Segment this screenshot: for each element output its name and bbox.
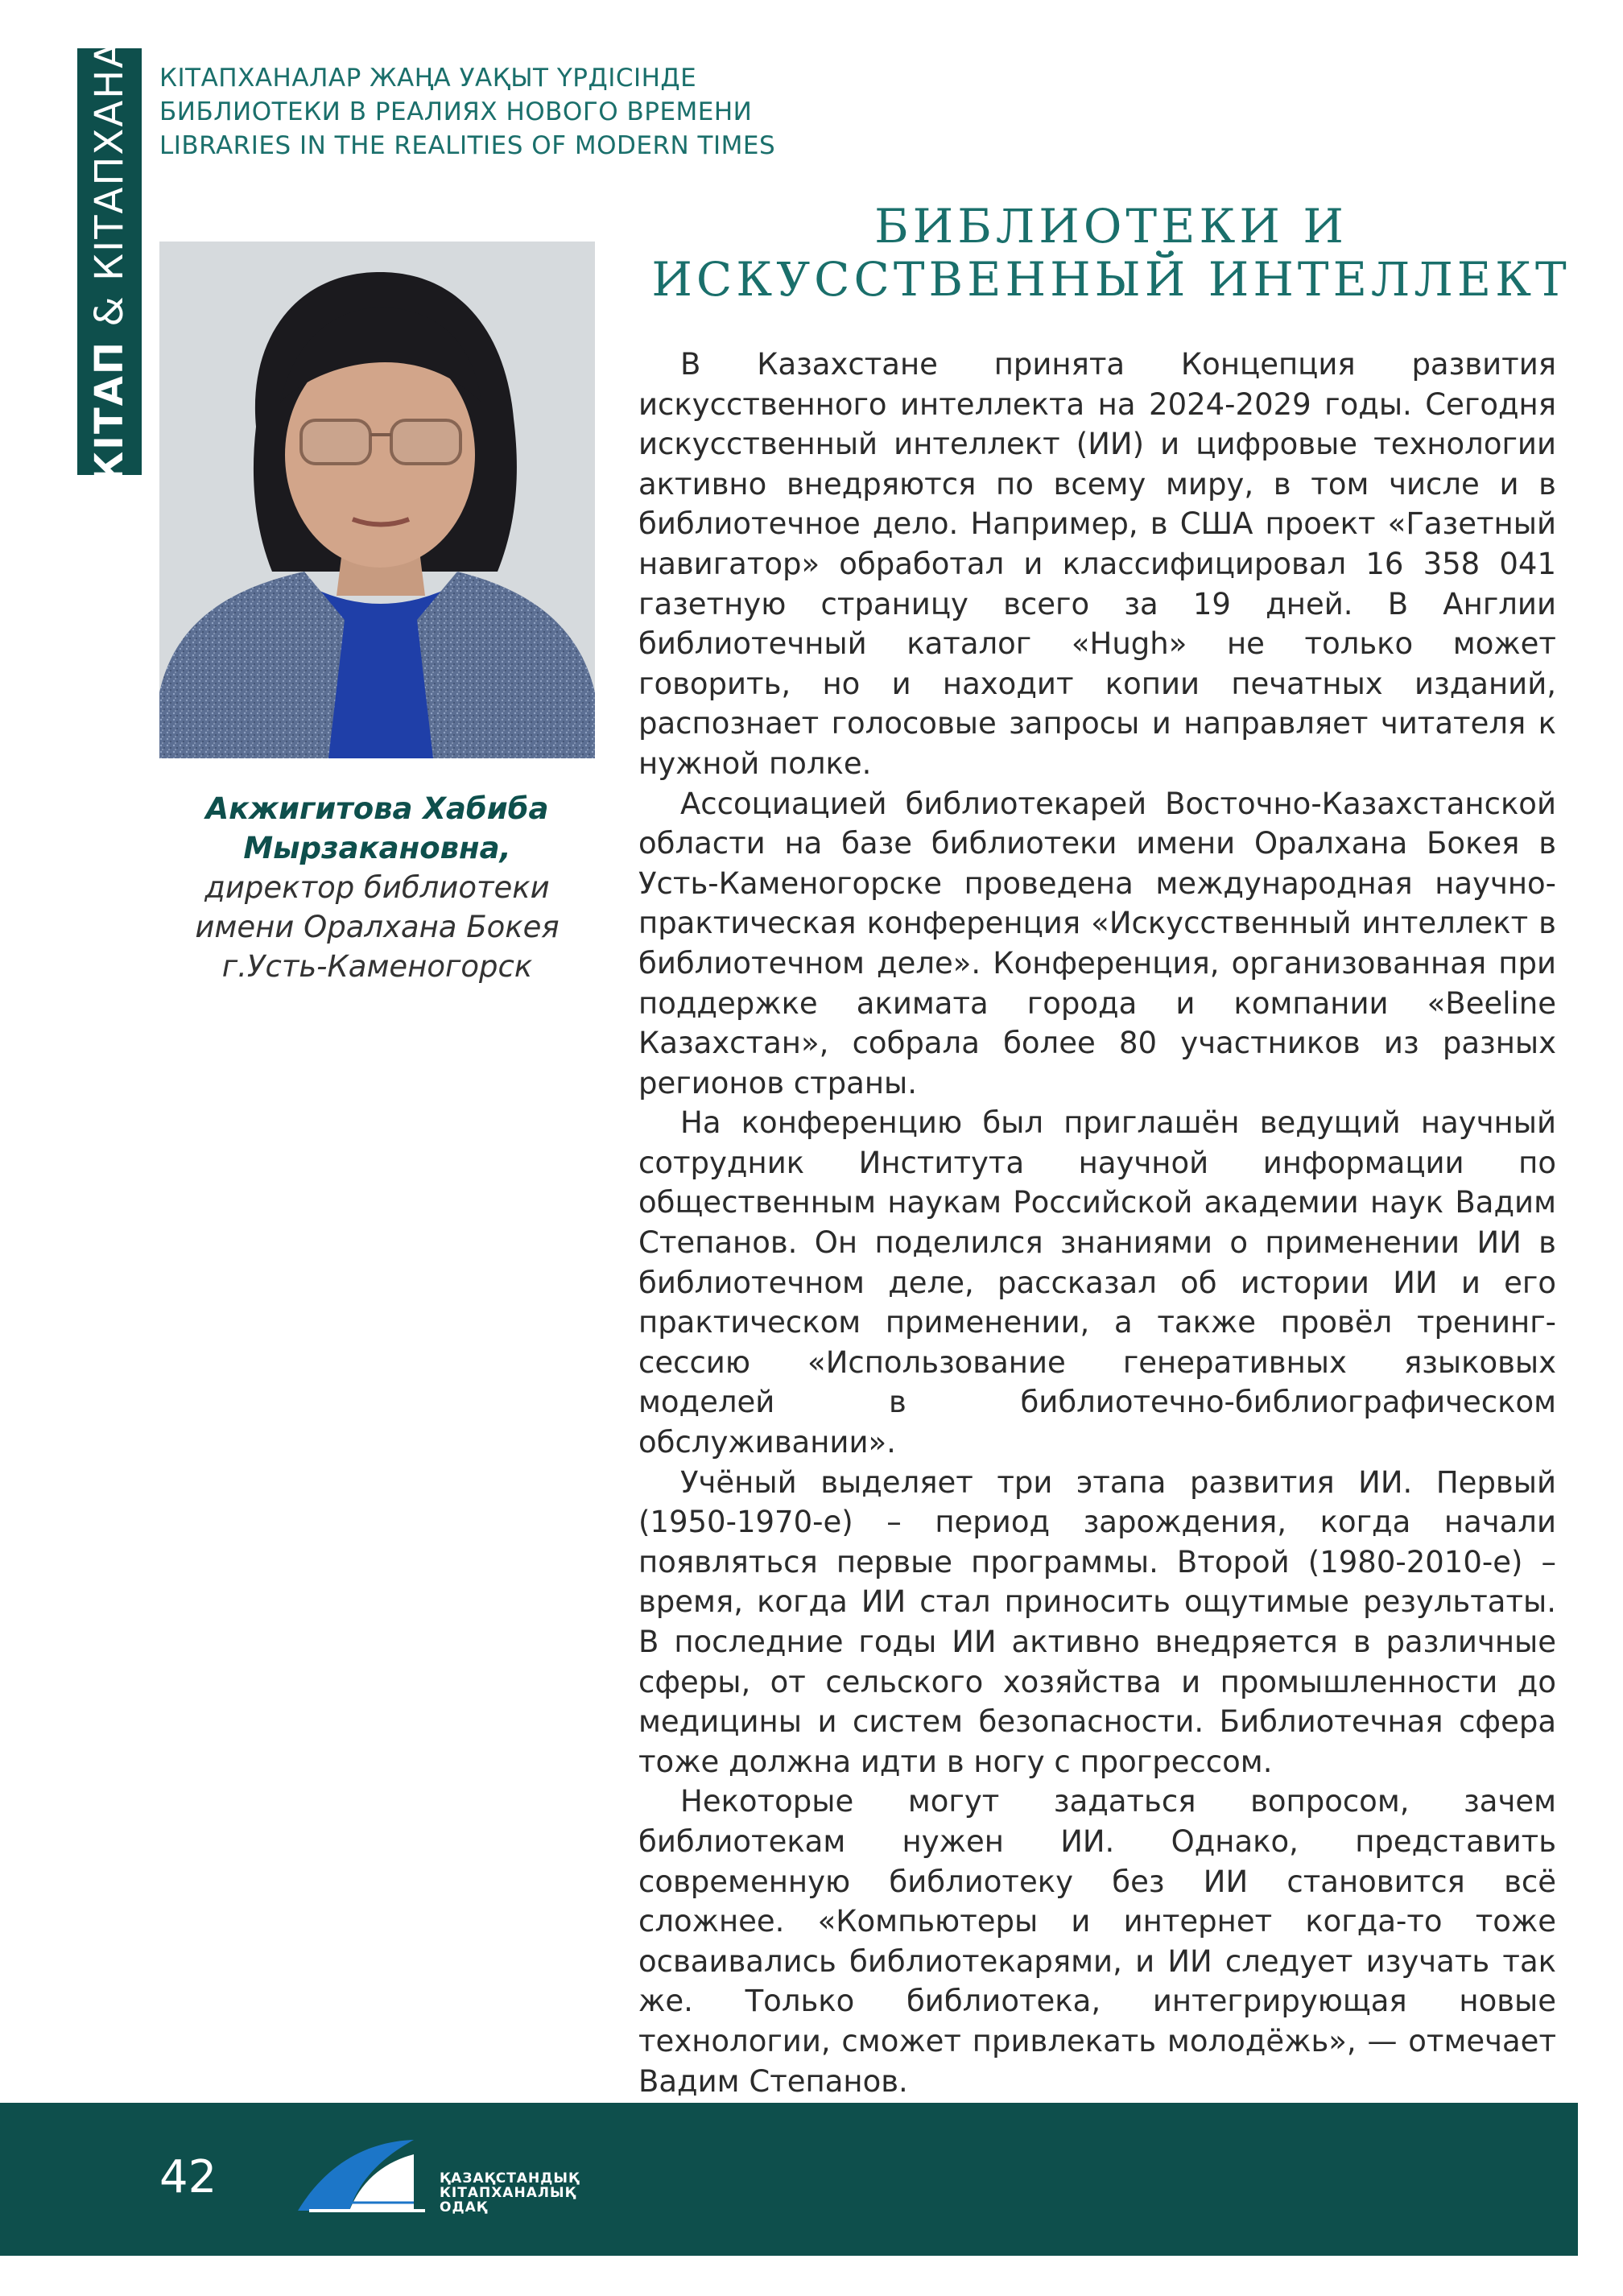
author-name-line2: Мырзакановна,: [243, 831, 511, 865]
article-body: [638, 345, 1556, 2261]
article-paragraph: Некоторые могут задаться вопросом, зачем библиотекам нужен ИИ. Однако, представить современную библиотеку без ИИ становится всё сложнее. «Компьютеры и интернет когда-то тоже осваивались библиотекарями, и ИИ следует изучать так же. Только библиотека, интегрирующая новые технологии, сможет привлекать молодёжь», — отмечает Вадим Степанов.: [638, 1784, 1556, 2099]
author-name-line1: Акжигитова Хабиба: [205, 791, 549, 826]
article-title-line2: ИСКУССТВЕННЫЙ ИНТЕЛЛЕКТ: [651, 252, 1571, 307]
header-english: LIBRARIES IN THE REALITIES OF MODERN TIMES: [159, 131, 776, 160]
article-paragraph: На конференцию был приглашён ведущий научный сотрудник Института научной информации по общественным наукам Российской академии наук Вадим Степанов. Он поделился знаниями о применении ИИ в библиотечном деле, рассказал об истории ИИ и его практическом применении, а также провёл тренинг-сессию «Использование генеративных языковых моделей в библиотечно-библиографическом обслуживании».: [638, 1105, 1556, 1460]
section-tab-label: [87, 40, 132, 483]
section-tab-label-part1: КІТАП: [87, 340, 132, 484]
article-paragraph: В Казахстане принята Концепция развития искусственного интеллекта на 2024-2029 годы. Сегодня искусственный интеллект (ИИ) и цифровые технологии активно внедряются по всему миру, в том числе и в библиотечное дело. Например, в США проект «Газетный навигатор» обработал и классифицировал 16 358 041 газетную страницу всего за 19 дней. В Англии библиотечный каталог «Hugh» не только может говорить, но и находит копии печатных изданий, распознает голосовые запросы и направляет читателя к нужной полке.: [638, 347, 1556, 781]
author-role-line2: имени Оралхана Бокея: [195, 910, 560, 944]
article-paragraph: Учёный выделяет три этапа развития ИИ. Первый (1950-1970-е) – период зарождения, когда начали появляться первые программы. Второй (1980-2010-е) – время, когда ИИ стал приносить ощутимые результаты. В последние годы ИИ активно внедряется в различные сферы, от сельского хозяйства и промышленности до медицины и систем безопасности. Библиотечная сфера тоже должна идти в ногу с прогрессом.: [638, 1464, 1556, 1779]
logo-text-line1: ҚАЗАҚСТАНДЫҚ: [440, 2170, 580, 2187]
article-paragraph: Ассоциацией библиотекарей Восточно-Казахстанской области на базе библиотеки имени Оралхана Бокея в Усть-Каменогорске проведена международная научно-практическая конференция «Искусственный интеллект в библиотечном деле». Конференция, организованная при поддержке акимата города и компании «Beeline Казахстан», собрала более 80 участников из разных регионов страны.: [638, 786, 1556, 1101]
logo-text-line2: КІТАПХАНАЛЫҚ: [440, 2185, 576, 2201]
section-tab-label-separator: &: [87, 281, 132, 341]
library-union-logo-text: [440, 2171, 580, 2215]
section-tab-label-part2: КІТАПХАНА: [87, 39, 132, 282]
article-title-line1: БИБЛИОТЕКИ И: [874, 199, 1348, 254]
footer-band: [0, 2103, 1578, 2256]
author-photo: [159, 242, 595, 758]
article-title: [628, 200, 1594, 306]
library-union-logo-icon: [293, 2133, 430, 2217]
logo-text-line3: ОДАҚ: [440, 2199, 488, 2215]
author-role-line1: директор библиотеки: [204, 870, 550, 905]
page-number: 42: [159, 2151, 217, 2203]
author-role-line3: г.Усть-Каменогорск: [221, 949, 533, 984]
author-portrait-illustration: [159, 242, 595, 758]
header-kazakh: КІТАПХАНАЛАР ЖАҢА УАҚЫТ ҮРДІСІНДЕ: [159, 64, 697, 93]
header-russian: БИБЛИОТЕКИ В РЕАЛИЯХ НОВОГО ВРЕМЕНИ: [159, 97, 753, 126]
running-header: [159, 61, 775, 163]
author-caption: [159, 789, 595, 986]
